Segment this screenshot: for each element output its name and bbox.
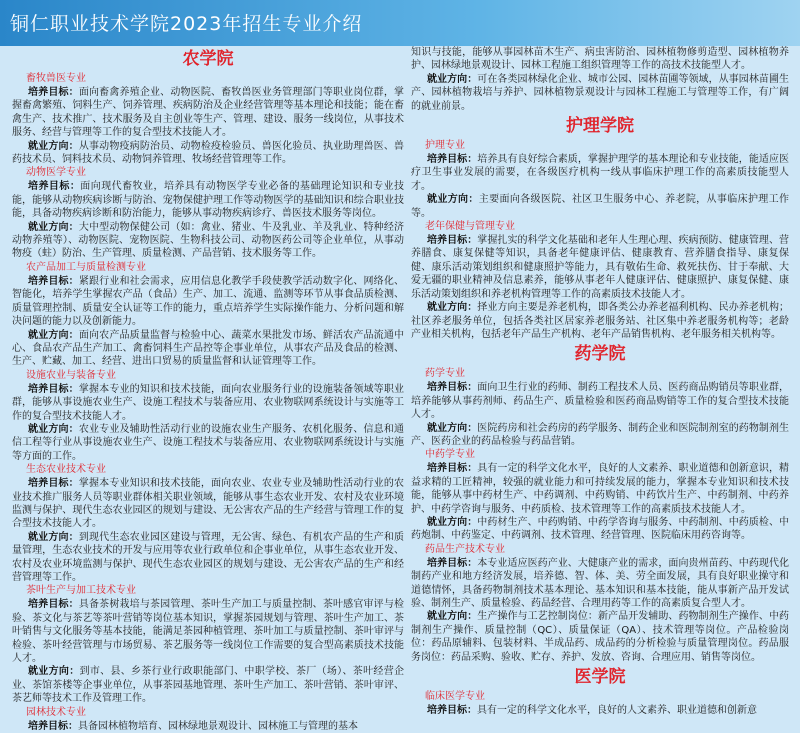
paragraph-text: 到市、县、乡茶行业行政职能部门、中职学校、茶厂（场）、茶叶经营企业、茶馆茶楼等企事业单位，从事茶园基地管理、茶叶生产加工、茶叶营销、茶叶审评、茶艺师等技术工作及管理工作。 [12, 666, 405, 705]
major-heading: 药学专业 [425, 368, 465, 380]
paragraph-label: 就业方向： [28, 531, 79, 543]
paragraph-text: 紧跟行业和社会需求，应用信息化教学手段使教学活动数字化、网络化、智能化，培养学生掌握农产品（食品）生产、加工、流通、监测等环节从事食品质检测、质量管理控制、质量安全认证等工作的能力，重点培养学生实际操作能力、分析问题和解决问题的能力以及创新能力。 [12, 275, 405, 328]
major-heading: 临床医学专业 [425, 691, 485, 703]
paragraph-label: 培养目标： [427, 705, 477, 717]
description-paragraph [411, 557, 789, 611]
paragraph-label: 就业方向： [427, 73, 478, 85]
paragraph-text: 掌握本专业的知识和技术技能，面向农业服务行业的设施装备领域等职业群，能够从事设施农业生产、设施工程技术与装备应用、农业物联网系统设计与实施等工作的复合型技术技能人才。 [12, 383, 405, 422]
description-paragraph [411, 462, 789, 516]
paragraph-text: 本专业适应医药产业、大健康产业的需求，面向贵州苗药、中药现代化制药产业和地方经济发展，培养德、智、体、美、劳全面发展，具有良好职业操守和道德情怀，具备药物制剂技术基本理论、基本知识和基本技能，能从事新产品开发试验、制剂生产、质量检验、药品经营、合理用药等工作的高素质复合型人才。 [411, 557, 790, 609]
paragraph-text: 培养具有良好综合素质，掌握护理学的基本理论和专业技能，能适应医疗卫生事业发展的需要，在各级医疗机构一线从事临床护理工作的高素质技能型人才。 [411, 154, 790, 192]
description-paragraph [411, 46, 789, 73]
description-paragraph [12, 383, 404, 423]
paragraph-text: 大中型动物保健公司（如：禽业、猪业、牛及乳业、羊及乳业、特种经济动物养殖等）、动物医院、宠物医院、生物科技公司、动物医药公司等企业单位，从事动物疫（蛀）防治、生产管理、质量检测、产品营销、技术服务等工作。 [12, 221, 405, 260]
major-heading: 设施农业与装备专业 [26, 369, 116, 381]
paragraph-label: 培养目标： [28, 599, 79, 611]
description-paragraph [411, 704, 789, 717]
major-heading: 园林技术专业 [26, 706, 86, 718]
major-heading: 药品生产技术专业 [425, 543, 505, 555]
description-paragraph [12, 275, 404, 329]
description-paragraph [12, 329, 404, 369]
paragraph-label: 培养目标： [28, 478, 79, 490]
paragraph-label: 就业方向： [28, 666, 80, 678]
paragraph-label: 就业方向： [427, 302, 478, 314]
paragraph-text: 择业方向主要是养老机构，即各类公办养老福利机构、民办养老机构；社区养老服务单位，包括各类社区居家养老服务站、社区集中养老服务机构等；老龄产业相关机构，包括老年产品生产机构、老年产品销售机构、老年服务相关机构等。 [411, 302, 790, 340]
paragraph-text: 具备园林植物培育、园林绿地景观设计、园林施工与管理的基本 [78, 720, 358, 732]
paragraph-label: 就业方向： [427, 194, 479, 206]
paragraph-text: 面向现代畜牧业，培养具有动物医学专业必备的基础理论知识和专业技能，能够从动物疾病诊断与防治、宠物保健护理工作等动物医学的基础知识和综合职业技能，具备动物疾病诊断和防治能力，能够从事动物疾病诊疗、兽医技术服务等岗位。 [12, 181, 405, 220]
major-heading: 护理专业 [425, 140, 465, 152]
paragraph-label: 就业方向： [427, 422, 478, 434]
paragraph-label: 培养目标： [427, 154, 478, 166]
description-paragraph [411, 381, 789, 421]
college-heading: 医学院 [574, 667, 626, 688]
paragraph-text: 可在各类园林绿化企业、城市公园、园林苗圃等领域，从事园林苗圃生产、园林植物栽培与养护、园林植物景观设计与园林工程施工与管理等工作，有广阔的就业前景。 [411, 73, 790, 112]
paragraph-label: 就业方向： [28, 329, 79, 341]
paragraph-label: 就业方向： [28, 221, 79, 233]
major-heading: 茶叶生产与加工技术专业 [26, 585, 136, 597]
paragraph-text: 面向卫生行业的药师、制药工程技术人员、医药商品购销员等职业群，培养能够从事药剂师、药品生产、质量检验和医药商品购销等工作的复合型技术技能人才。 [411, 382, 790, 421]
description-paragraph [411, 153, 789, 193]
description-paragraph [411, 301, 789, 341]
description-paragraph [411, 516, 789, 543]
description-paragraph [12, 180, 404, 220]
description-paragraph [411, 422, 789, 449]
title-banner [0, 0, 800, 46]
description-paragraph [12, 665, 404, 705]
major-heading: 老年保健与管理专业 [425, 221, 515, 233]
description-paragraph [12, 598, 404, 665]
major-heading: 生态农业技术专业 [26, 464, 106, 476]
paragraph-text: 知识与技能，能够从事园林苗木生产、病虫害防治、园林植物修剪造型、园林植物养护、园林绿地景观设计、园林工程施工组织管理等工作的高技术技能型人才。 [411, 47, 789, 72]
paragraph-label: 培养目标： [28, 87, 79, 98]
paragraph-label: 培养目标： [28, 275, 79, 287]
paragraph-label: 就业方向： [28, 423, 79, 435]
paragraph-label: 就业方向： [427, 611, 478, 623]
paragraph-label: 培养目标： [427, 382, 478, 394]
description-paragraph [411, 73, 789, 113]
description-paragraph [411, 610, 789, 664]
description-paragraph [12, 423, 404, 463]
description-paragraph [12, 720, 404, 733]
paragraph-text: 农业专业及辅助性活动行业的设施农业生产服务、农机化服务、信息和通信工程等行业从事设施农业生产、设施工程技术与装备应用、农业物联网系统设计与实施等方面的工作。 [12, 423, 405, 462]
paragraph-text: 掌握扎实的科学文化基础和老年人生理心理、疾病预防、健康管理、营养膳食、康复保健等知识，具备老年健康评估、健康教育、营养膳食指导、康复保健、康乐活动策划组织和健康照护等能力，具有敬佑生命、救死扶伤、甘于奉献、大爱无疆的职业精神及信息素养，能够从事老年人健康评估、健康照护、康复保健、康乐活动策划组织和养老机构管理等工作的高素质技术技能人才。 [411, 235, 790, 300]
paragraph-label: 培养目标： [28, 720, 78, 732]
paragraph-text: 到现代生态农业园区建设与管理，无公害、绿色、有机农产品的生产和质量管理，生态农业技术的开发与应用等农业行政单位和企事业单位，从事生态农业开发、农村及农业环境监测与保护、现代生态农业园区的规划与建设、无公害农产品的生产和经营管理等工作。 [12, 531, 405, 583]
paragraph-text: 具有一定的科学文化水平，良好的人文素养、职业道德和创新意 [477, 705, 757, 717]
description-paragraph [12, 221, 404, 261]
description-paragraph [411, 234, 789, 301]
paragraph-text: 具备茶树栽培与茶园管理、茶叶生产加工与质量控制、茶叶感官审评与检验、茶文化与茶艺等茶叶营销等岗位基本知识，掌握茶园规划与管理、茶叶生产加工、茶叶销售与文化服务等基本技能，能满足茶园种植管理、茶叶加工与质量控制、茶叶审评与检验、茶叶经营管理与市场贸易、茶艺服务等一线岗位工作需要的复合型高素质技术技能人才。 [12, 599, 405, 665]
paragraph-text: 医院药房和社会药房的药学服务、制药企业和医院制剂室的药物制剂生产、医药企业的药品检验与药品营销。 [411, 422, 790, 447]
paragraph-label: 培养目标： [28, 181, 81, 193]
major-heading: 动物医学专业 [26, 167, 86, 179]
paragraph-text: 从事动物疫病防治员、动物检疫检验员、兽医化验员、执业助理兽医、兽药技术员、饲料技术员、动物饲养管理、牧场经营管理等工作。 [12, 140, 405, 166]
paragraph-text: 面向畜禽养殖企业、动物医院、畜牧兽医业务管理部门等职业岗位群，掌握畜禽繁殖、饲料生产、饲养管理、疾病防治及企业经营管理等基本理论和技能；能在畜禽生产、技术推广、技术服务及自主创业等生产、管理、建设、服务一线岗位，从事技术服务、经营与管理等工作的复合型技术技能人才。 [12, 87, 405, 139]
paragraph-text: 面向农产品质量监督与检验中心、蔬菜水果批发市场、鲜活农产品流通中心、食品农产品生产加工、禽畜饲料生产品控等企事业单位，从事农产品及食品的检测、生产、贮藏、加工、经营、进出口贸易的质量监督和认证管理等工作。 [12, 329, 405, 368]
paragraph-label: 培养目标： [427, 235, 478, 247]
paragraph-label: 就业方向： [427, 516, 478, 528]
paragraph-label: 培养目标： [28, 383, 79, 395]
description-paragraph [12, 86, 404, 140]
college-heading: 护理学院 [566, 116, 634, 137]
paragraph-text: 具有一定的科学文化水平，良好的人文素养、职业道德和创新意识，精益求精的工匠精神，较强的就业能力和可持续发展的能力，掌握本专业知识和技术技能，能够从事中药材生产、中药调剂、中药购销、中药饮片生产、中药制剂、中药养护、中药学咨询与服务、中药质检、技术管理等工作的高素质技术技能人才。 [411, 463, 790, 515]
college-heading: 药学院 [574, 344, 626, 365]
right-column [411, 46, 790, 717]
description-paragraph [12, 140, 404, 167]
paragraph-text: 中药材生产、中药购销、中药学咨询与服务、中药制剂、中药质检、中药炮制、中药鉴定、中药调剂、技术管理、经营管理、医院临床用药咨询等。 [411, 516, 790, 542]
paragraph-label: 就业方向： [28, 140, 79, 152]
description-paragraph [411, 193, 789, 220]
paragraph-text: 掌握本专业知识和技术技能，面向农业、农业专业及辅助性活动行业的农业技术推广服务人员等职业群体相关职业领域，能够从事生态农业开发、农村及农业环境监测与保护、现代生态农业园区的规划与建设、无公害农产品的生产经营与管理工作的复合型技术技能人才。 [12, 478, 405, 530]
left-column [12, 46, 405, 732]
paragraph-text: 生产操作与工艺控制岗位：新产品开发辅助、药物制剂生产操作、中药制剂生产操作、质量控制（QC）、质量保证（QA）、技术管理等岗位。产品检验岗位：药品原辅料、包装材料、半成品药、成品药的分析检验与质量管理岗位。药品服务岗位：药品采购、验收、贮存、养护、发放、咨询、合理应用、销售等岗位。 [411, 611, 790, 663]
paragraph-label: 培养目标： [427, 463, 478, 475]
description-paragraph [12, 531, 404, 585]
description-paragraph [12, 477, 404, 531]
paragraph-text: 主要面向各级医院、社区卫生服务中心、养老院，从事临床护理工作等。 [411, 194, 790, 219]
major-heading: 畜牧兽医专业 [26, 73, 86, 84]
major-heading: 农产品加工与质量检测专业 [26, 261, 146, 273]
page-title: 铜仁职业技术学院2023年招生专业介绍 [10, 13, 363, 35]
major-heading: 中药学专业 [425, 449, 475, 461]
college-heading: 农学院 [182, 49, 234, 69]
paragraph-label: 培养目标： [427, 557, 478, 569]
